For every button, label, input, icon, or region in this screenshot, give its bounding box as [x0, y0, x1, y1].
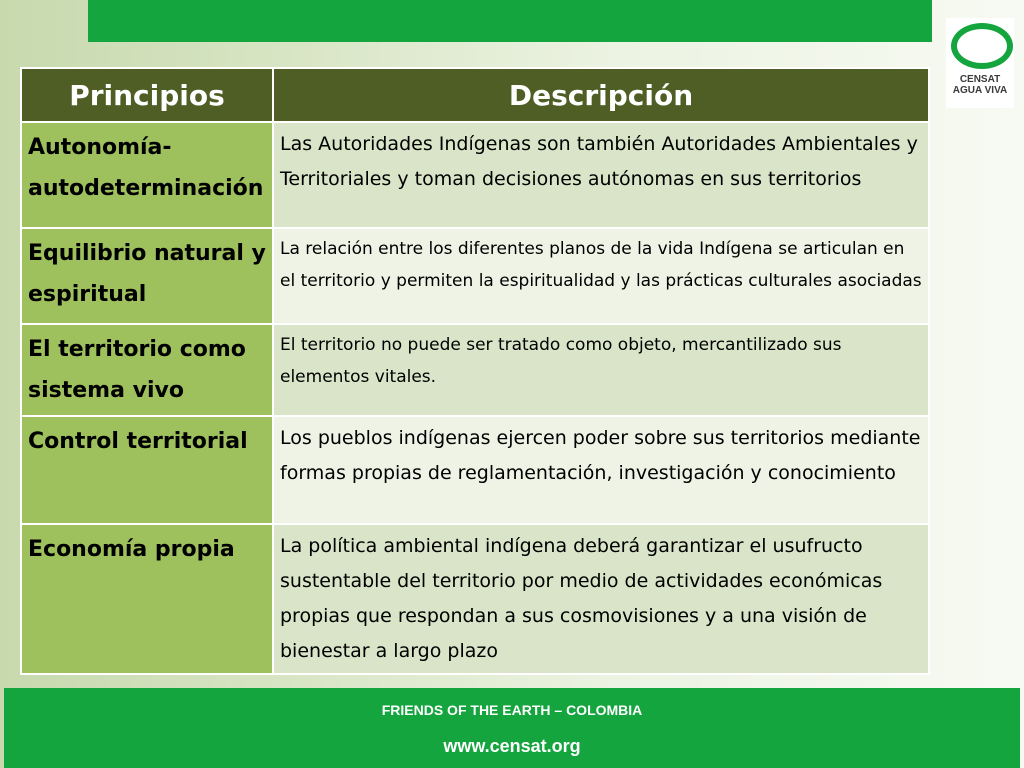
description-cell: La política ambiental indígena deberá garantizar el usufructo sustentable del territorio por medio de actividades económicas propias que respondan a sus cosmovisiones y a una visión de bienestar a largo plazo	[273, 524, 929, 674]
table-row	[21, 228, 929, 324]
top-banner	[88, 0, 932, 42]
table-row	[21, 122, 929, 228]
table-header-row	[21, 68, 929, 122]
principle-cell: Equilibrio natural y espiritual	[21, 228, 273, 324]
principle-cell: Control territorial	[21, 416, 273, 524]
principle-cell: El territorio como sistema vivo	[21, 324, 273, 416]
header-principios: Principios	[21, 68, 273, 122]
description-cell: Los pueblos indígenas ejercen poder sobre sus territorios mediante formas propias de reglamentación, investigación y conocimiento	[273, 416, 929, 524]
logo-ring-icon	[951, 23, 1013, 69]
logo-line-1: CENSAT	[959, 74, 1001, 85]
principle-cell: Economía propia	[21, 524, 273, 674]
table-row	[21, 324, 929, 416]
description-cell: La relación entre los diferentes planos de la vida Indígena se articulan en el territorio y permiten la espiritualidad y las prácticas culturales asociadas	[273, 228, 929, 324]
table-row	[21, 524, 929, 674]
description-cell: Las Autoridades Indígenas son también Autoridades Ambientales y Territoriales y toman decisiones autónomas en sus territorios	[273, 122, 929, 228]
principles-table	[20, 67, 930, 675]
footer-website-link[interactable]: www.censat.org	[443, 736, 581, 756]
footer-bar	[4, 688, 1020, 768]
description-cell: El territorio no puede ser tratado como objeto, mercantilizado sus elementos vitales.	[273, 324, 929, 416]
footer-organization: FRIENDS OF THE EARTH – COLOMBIA	[381, 702, 643, 718]
censat-logo	[946, 18, 1014, 108]
table-row	[21, 416, 929, 524]
logo-text	[946, 74, 1014, 96]
header-descripcion: Descripción	[273, 68, 929, 122]
logo-line-2: AGUA VIVA	[952, 85, 1008, 96]
principle-cell: Autonomía-autodeterminación	[21, 122, 273, 228]
